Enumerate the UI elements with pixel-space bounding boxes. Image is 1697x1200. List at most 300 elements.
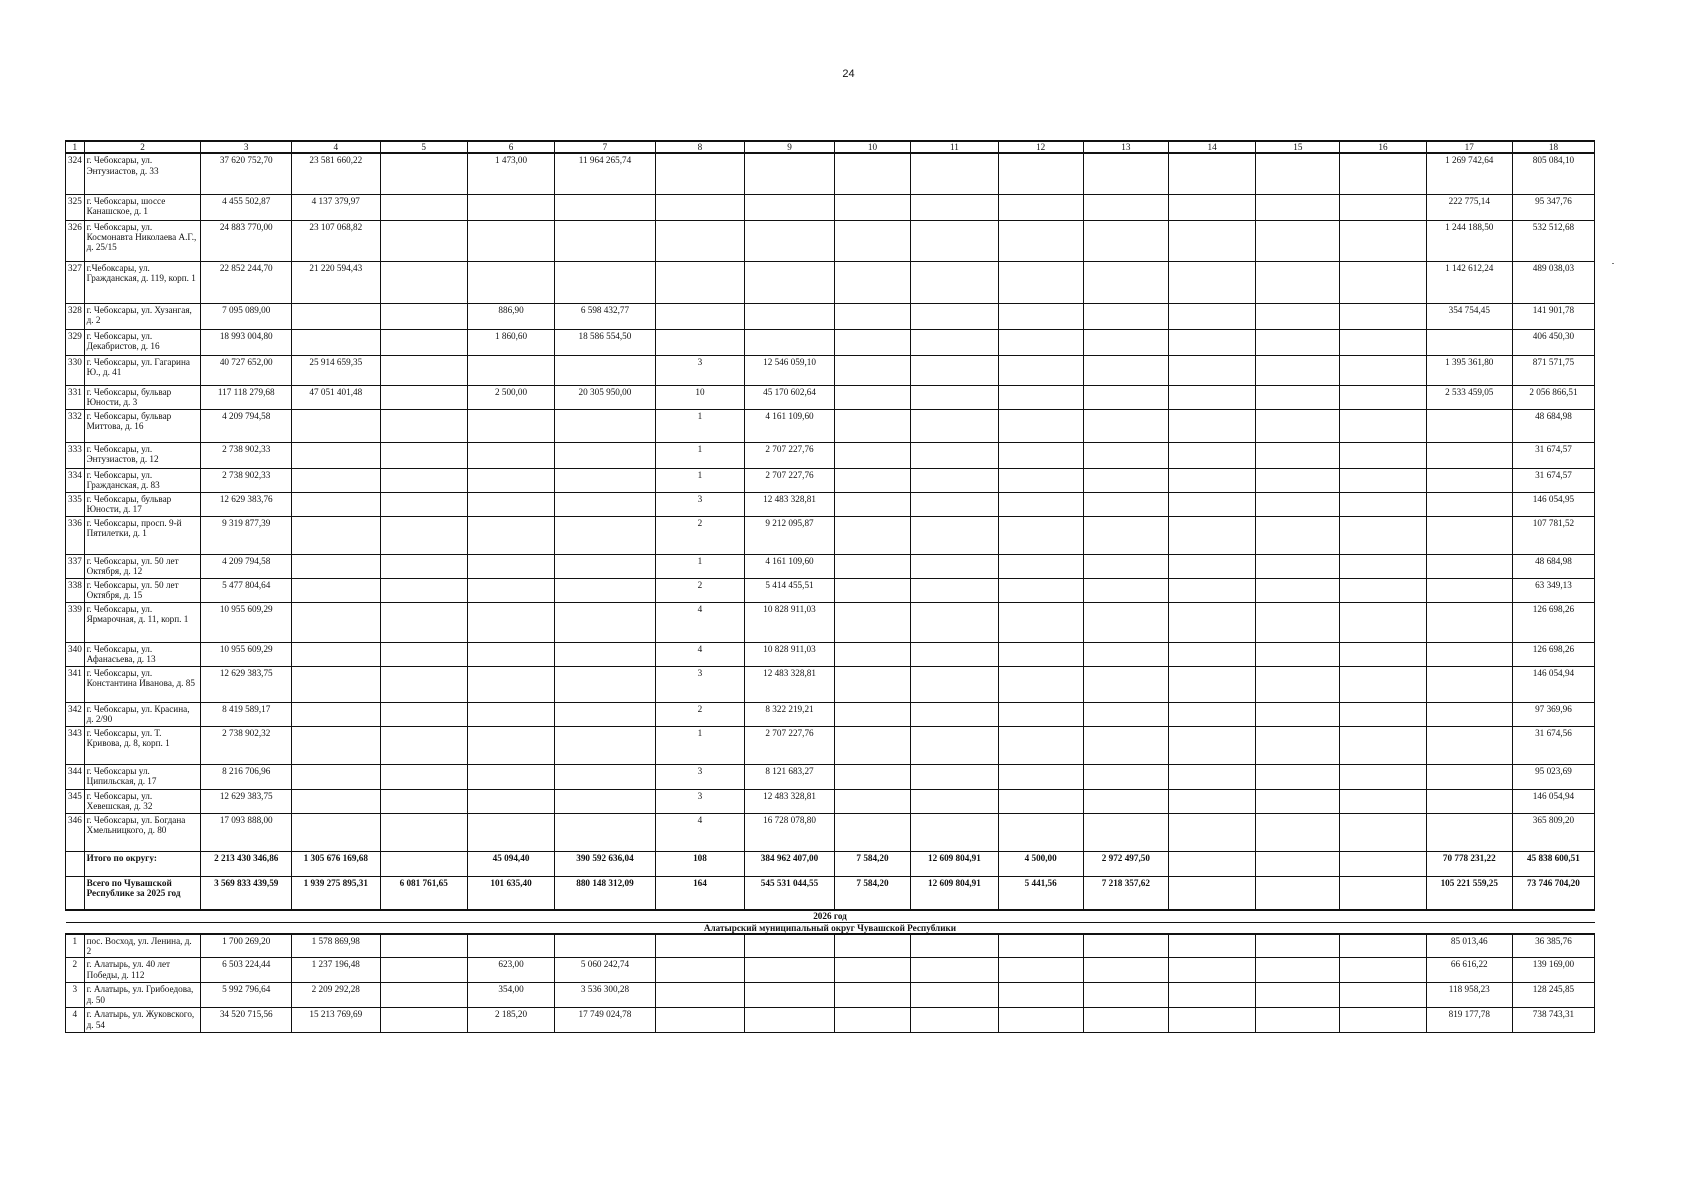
- address-cell: г. Чебоксары, бульвар Юности, д. 3: [84, 385, 201, 409]
- value-cell-col-14: [1168, 789, 1255, 813]
- value-cell-col-17: [1426, 329, 1512, 355]
- row-number: 324: [66, 153, 85, 194]
- value-cell-col-15: [1256, 1008, 1340, 1033]
- value-cell-col-12: [998, 329, 1083, 355]
- value-cell-col-3: 24 883 770,00: [201, 220, 292, 261]
- column-header-row: [66, 141, 1595, 153]
- value-cell-col-12: [998, 702, 1083, 726]
- value-cell-col-15: [1256, 726, 1340, 764]
- value-cell-col-16: [1340, 442, 1426, 468]
- value-cell-col-4: 1 578 869,98: [292, 934, 380, 958]
- value-cell-col-8: [655, 934, 745, 958]
- value-cell-col-12: [998, 516, 1083, 554]
- value-cell-col-10: [834, 554, 910, 578]
- value-cell-col-3: 117 118 279,68: [201, 385, 292, 409]
- value-cell-col-17: [1426, 468, 1512, 492]
- value-cell-col-3: 12 629 383,75: [201, 666, 292, 702]
- value-cell-col-11: [911, 261, 998, 303]
- row-number: 334: [66, 468, 85, 492]
- value-cell-col-4: [292, 789, 380, 813]
- value-cell-col-11: [911, 385, 998, 409]
- row-number: 332: [66, 409, 85, 442]
- value-cell-col-10: [834, 1008, 910, 1033]
- total-value-col-8: 164: [655, 876, 745, 910]
- column-header-14: 14: [1168, 141, 1255, 153]
- value-cell-col-7: [555, 492, 655, 516]
- address-cell: г. Чебоксары, ул. Афанасьева, д. 13: [84, 642, 201, 666]
- value-cell-col-7: 18 586 554,50: [555, 329, 655, 355]
- address-cell: г. Чебоксары, ул. Космонавта Николаева А.Г., д. 25/15: [84, 220, 201, 261]
- value-cell-col-8: 2: [655, 516, 745, 554]
- value-cell-col-14: [1168, 983, 1255, 1008]
- value-cell-col-15: [1256, 702, 1340, 726]
- value-cell-col-4: [292, 468, 380, 492]
- value-cell-col-17: [1426, 578, 1512, 602]
- value-cell-col-8: 1: [655, 468, 745, 492]
- table-row: [66, 958, 1595, 983]
- value-cell-col-4: 23 107 068,82: [292, 220, 380, 261]
- value-cell-col-14: [1168, 666, 1255, 702]
- table-row: [66, 303, 1595, 329]
- value-cell-col-8: 4: [655, 602, 745, 642]
- value-cell-col-15: [1256, 983, 1340, 1008]
- table-row: [66, 1008, 1595, 1033]
- value-cell-col-14: [1168, 958, 1255, 983]
- table-row: [66, 764, 1595, 789]
- value-cell-col-4: [292, 329, 380, 355]
- value-cell-col-11: [911, 602, 998, 642]
- address-cell: г. Чебоксары, ул. Энтузиастов, д. 12: [84, 442, 201, 468]
- value-cell-col-16: [1340, 578, 1426, 602]
- value-cell-col-14: [1168, 409, 1255, 442]
- value-cell-col-12: [998, 409, 1083, 442]
- value-cell-col-4: [292, 726, 380, 764]
- value-cell-col-15: [1256, 578, 1340, 602]
- value-cell-col-15: [1256, 602, 1340, 642]
- value-cell-col-14: [1168, 329, 1255, 355]
- value-cell-col-12: [998, 554, 1083, 578]
- value-cell-col-3: 18 993 004,80: [201, 329, 292, 355]
- table-row: [66, 516, 1595, 554]
- value-cell-col-14: [1168, 355, 1255, 385]
- address-cell: г. Чебоксары, ул. Ярмарочная, д. 11, корп. 1: [84, 602, 201, 642]
- value-cell-col-10: [834, 303, 910, 329]
- value-cell-col-5: [380, 220, 467, 261]
- value-cell-col-18: 95 023,69: [1512, 764, 1594, 789]
- value-cell-col-9: 16 728 078,80: [745, 813, 835, 851]
- total-value-col-16: [1340, 876, 1426, 910]
- table-row: [66, 813, 1595, 851]
- value-cell-col-5: [380, 983, 467, 1008]
- value-cell-col-9: 4 161 109,60: [745, 554, 835, 578]
- value-cell-col-5: [380, 789, 467, 813]
- value-cell-col-5: [380, 554, 467, 578]
- value-cell-col-9: 12 483 328,81: [745, 666, 835, 702]
- value-cell-col-11: [911, 153, 998, 194]
- table-row: [66, 355, 1595, 385]
- value-cell-col-17: 66 616,22: [1426, 958, 1512, 983]
- value-cell-col-11: [911, 516, 998, 554]
- value-cell-col-17: [1426, 702, 1512, 726]
- value-cell-col-11: [911, 813, 998, 851]
- value-cell-col-13: [1083, 789, 1168, 813]
- value-cell-col-4: [292, 813, 380, 851]
- value-cell-col-4: 1 237 196,48: [292, 958, 380, 983]
- page-number: 24: [842, 68, 855, 80]
- value-cell-col-17: [1426, 554, 1512, 578]
- value-cell-col-13: [1083, 329, 1168, 355]
- total-value-col-15: [1256, 851, 1340, 876]
- value-cell-col-14: [1168, 385, 1255, 409]
- value-cell-col-16: [1340, 468, 1426, 492]
- column-header-2: 2: [84, 141, 201, 153]
- address-cell: г. Чебоксары, просп. 9-й Пятилетки, д. 1: [84, 516, 201, 554]
- value-cell-col-16: [1340, 666, 1426, 702]
- value-cell-col-7: [555, 468, 655, 492]
- value-cell-col-3: 10 955 609,29: [201, 602, 292, 642]
- value-cell-col-15: [1256, 958, 1340, 983]
- table-row: [66, 642, 1595, 666]
- value-cell-col-7: [555, 934, 655, 958]
- value-cell-col-4: [292, 702, 380, 726]
- value-cell-col-6: [467, 726, 554, 764]
- value-cell-col-9: 45 170 602,64: [745, 385, 835, 409]
- table-row: [66, 385, 1595, 409]
- value-cell-col-17: 118 958,23: [1426, 983, 1512, 1008]
- value-cell-col-4: 25 914 659,35: [292, 355, 380, 385]
- value-cell-col-8: 2: [655, 578, 745, 602]
- value-cell-col-3: 5 992 796,64: [201, 983, 292, 1008]
- row-number: 336: [66, 516, 85, 554]
- value-cell-col-18: 146 054,94: [1512, 789, 1594, 813]
- value-cell-col-8: [655, 261, 745, 303]
- value-cell-col-3: 1 700 269,20: [201, 934, 292, 958]
- row-number: 338: [66, 578, 85, 602]
- value-cell-col-3: 8 216 706,96: [201, 764, 292, 789]
- value-cell-col-7: [555, 554, 655, 578]
- total-value-col-18: 73 746 704,20: [1512, 876, 1594, 910]
- value-cell-col-6: 354,00: [467, 983, 554, 1008]
- value-cell-col-7: 20 305 950,00: [555, 385, 655, 409]
- value-cell-col-18: 871 571,75: [1512, 355, 1594, 385]
- total-value-col-14: [1168, 876, 1255, 910]
- value-cell-col-8: [655, 983, 745, 1008]
- value-cell-col-14: [1168, 602, 1255, 642]
- value-cell-col-16: [1340, 702, 1426, 726]
- value-cell-col-11: [911, 764, 998, 789]
- address-cell: г. Чебоксары, ул. 50 лет Октября, д. 15: [84, 578, 201, 602]
- value-cell-col-7: [555, 813, 655, 851]
- value-cell-col-10: [834, 702, 910, 726]
- total-value-col-5: 6 081 761,65: [380, 876, 467, 910]
- table-row: [66, 666, 1595, 702]
- row-number: 341: [66, 666, 85, 702]
- value-cell-col-18: 48 684,98: [1512, 409, 1594, 442]
- value-cell-col-10: [834, 666, 910, 702]
- value-cell-col-11: [911, 983, 998, 1008]
- value-cell-col-18: 141 901,78: [1512, 303, 1594, 329]
- district-heading-row: [66, 922, 1595, 934]
- value-cell-col-3: 22 852 244,70: [201, 261, 292, 303]
- column-header-1: 1: [66, 141, 85, 153]
- value-cell-col-8: 10: [655, 385, 745, 409]
- value-cell-col-10: [834, 153, 910, 194]
- scan-mark: [1612, 263, 1614, 264]
- value-cell-col-6: 623,00: [467, 958, 554, 983]
- value-cell-col-13: [1083, 261, 1168, 303]
- value-cell-col-18: 31 674,56: [1512, 726, 1594, 764]
- row-number: 343: [66, 726, 85, 764]
- value-cell-col-4: 4 137 379,97: [292, 194, 380, 220]
- value-cell-col-8: 1: [655, 726, 745, 764]
- value-cell-col-5: [380, 1008, 467, 1033]
- value-cell-col-5: [380, 355, 467, 385]
- value-cell-col-12: [998, 194, 1083, 220]
- value-cell-col-5: [380, 516, 467, 554]
- value-cell-col-3: 34 520 715,56: [201, 1008, 292, 1033]
- value-cell-col-18: 107 781,52: [1512, 516, 1594, 554]
- value-cell-col-6: [467, 789, 554, 813]
- value-cell-col-18: 128 245,85: [1512, 983, 1594, 1008]
- address-cell: г. Чебоксары, ул. Т. Кривова, д. 8, корп. 1: [84, 726, 201, 764]
- value-cell-col-10: [834, 789, 910, 813]
- value-cell-col-4: 23 581 660,22: [292, 153, 380, 194]
- row-number: 2: [66, 958, 85, 983]
- table-row: [66, 442, 1595, 468]
- value-cell-col-14: [1168, 492, 1255, 516]
- value-cell-col-15: [1256, 764, 1340, 789]
- value-cell-col-13: [1083, 934, 1168, 958]
- row-number: 1: [66, 934, 85, 958]
- value-cell-col-12: [998, 1008, 1083, 1033]
- value-cell-col-7: [555, 726, 655, 764]
- value-cell-col-3: 40 727 652,00: [201, 355, 292, 385]
- value-cell-col-8: 1: [655, 554, 745, 578]
- value-cell-col-16: [1340, 813, 1426, 851]
- value-cell-col-10: [834, 329, 910, 355]
- row-number: 340: [66, 642, 85, 666]
- value-cell-col-17: [1426, 492, 1512, 516]
- value-cell-col-7: [555, 194, 655, 220]
- value-cell-col-5: [380, 468, 467, 492]
- value-cell-col-12: [998, 813, 1083, 851]
- value-cell-col-12: [998, 220, 1083, 261]
- table-body: [66, 141, 1595, 1033]
- total-value-col-10: 7 584,20: [834, 876, 910, 910]
- value-cell-col-16: [1340, 303, 1426, 329]
- total-row: [66, 851, 1595, 876]
- value-cell-col-16: [1340, 153, 1426, 194]
- value-cell-col-11: [911, 726, 998, 764]
- value-cell-col-8: 4: [655, 642, 745, 666]
- row-number: 337: [66, 554, 85, 578]
- value-cell-col-6: [467, 194, 554, 220]
- value-cell-col-13: [1083, 602, 1168, 642]
- value-cell-col-18: 146 054,94: [1512, 666, 1594, 702]
- value-cell-col-9: 2 707 227,76: [745, 468, 835, 492]
- value-cell-col-3: 8 419 589,17: [201, 702, 292, 726]
- value-cell-col-6: [467, 468, 554, 492]
- value-cell-col-12: [998, 602, 1083, 642]
- column-header-8: 8: [655, 141, 745, 153]
- row-number: 325: [66, 194, 85, 220]
- value-cell-col-5: [380, 329, 467, 355]
- value-cell-col-5: [380, 442, 467, 468]
- value-cell-col-5: [380, 578, 467, 602]
- value-cell-col-18: 95 347,76: [1512, 194, 1594, 220]
- value-cell-col-14: [1168, 442, 1255, 468]
- value-cell-col-13: [1083, 666, 1168, 702]
- value-cell-col-11: [911, 220, 998, 261]
- value-cell-col-18: 126 698,26: [1512, 642, 1594, 666]
- value-cell-col-7: 6 598 432,77: [555, 303, 655, 329]
- value-cell-col-10: [834, 355, 910, 385]
- address-cell: г. Чебоксары, ул. Декабристов, д. 16: [84, 329, 201, 355]
- table-row: [66, 261, 1595, 303]
- column-header-18: 18: [1512, 141, 1594, 153]
- value-cell-col-5: [380, 303, 467, 329]
- value-cell-col-16: [1340, 385, 1426, 409]
- value-cell-col-6: [467, 702, 554, 726]
- value-cell-col-11: [911, 355, 998, 385]
- value-cell-col-10: [834, 726, 910, 764]
- value-cell-col-8: 4: [655, 813, 745, 851]
- total-value-col-17: 70 778 231,22: [1426, 851, 1512, 876]
- row-number: 339: [66, 602, 85, 642]
- value-cell-col-13: [1083, 554, 1168, 578]
- value-cell-col-6: [467, 666, 554, 702]
- value-cell-col-9: 8 121 683,27: [745, 764, 835, 789]
- value-cell-col-17: [1426, 789, 1512, 813]
- table-row: [66, 554, 1595, 578]
- value-cell-col-6: [467, 642, 554, 666]
- value-cell-col-12: [998, 934, 1083, 958]
- value-cell-col-12: [998, 355, 1083, 385]
- value-cell-col-13: [1083, 702, 1168, 726]
- value-cell-col-15: [1256, 789, 1340, 813]
- value-cell-col-16: [1340, 789, 1426, 813]
- value-cell-col-15: [1256, 385, 1340, 409]
- value-cell-col-6: [467, 492, 554, 516]
- total-value-col-8: 108: [655, 851, 745, 876]
- value-cell-col-10: [834, 764, 910, 789]
- address-cell: г. Алатырь, ул. Жуковского, д. 54: [84, 1008, 201, 1033]
- value-cell-col-7: [555, 578, 655, 602]
- value-cell-col-4: [292, 602, 380, 642]
- value-cell-col-18: 48 684,98: [1512, 554, 1594, 578]
- table-row: [66, 934, 1595, 958]
- address-cell: пос. Восход, ул. Ленина, д. 2: [84, 934, 201, 958]
- value-cell-col-14: [1168, 1008, 1255, 1033]
- value-cell-col-15: [1256, 666, 1340, 702]
- total-value-col-6: 45 094,40: [467, 851, 554, 876]
- row-number: 4: [66, 1008, 85, 1033]
- value-cell-col-4: [292, 764, 380, 789]
- value-cell-col-8: 3: [655, 789, 745, 813]
- value-cell-col-12: [998, 442, 1083, 468]
- value-cell-col-17: [1426, 813, 1512, 851]
- value-cell-col-15: [1256, 194, 1340, 220]
- value-cell-col-9: 2 707 227,76: [745, 726, 835, 764]
- total-value-col-17: 105 221 559,25: [1426, 876, 1512, 910]
- value-cell-col-11: [911, 303, 998, 329]
- address-cell: г. Чебоксары, ул. Богдана Хмельницкого, д. 80: [84, 813, 201, 851]
- value-cell-col-7: [555, 516, 655, 554]
- value-cell-col-12: [998, 642, 1083, 666]
- row-number: 327: [66, 261, 85, 303]
- value-cell-col-11: [911, 468, 998, 492]
- value-cell-col-5: [380, 934, 467, 958]
- value-cell-col-7: [555, 220, 655, 261]
- value-cell-col-11: [911, 578, 998, 602]
- table-row: [66, 492, 1595, 516]
- value-cell-col-7: [555, 702, 655, 726]
- value-cell-col-15: [1256, 355, 1340, 385]
- value-cell-col-12: [998, 492, 1083, 516]
- value-cell-col-3: 2 738 902,33: [201, 442, 292, 468]
- value-cell-col-7: 11 964 265,74: [555, 153, 655, 194]
- value-cell-col-10: [834, 958, 910, 983]
- value-cell-col-9: [745, 934, 835, 958]
- value-cell-col-10: [834, 261, 910, 303]
- value-cell-col-15: [1256, 813, 1340, 851]
- value-cell-col-17: [1426, 516, 1512, 554]
- value-cell-col-7: [555, 261, 655, 303]
- value-cell-col-13: [1083, 642, 1168, 666]
- value-cell-col-17: [1426, 442, 1512, 468]
- row-number: 342: [66, 702, 85, 726]
- value-cell-col-15: [1256, 516, 1340, 554]
- value-cell-col-16: [1340, 409, 1426, 442]
- value-cell-col-6: [467, 813, 554, 851]
- value-cell-col-11: [911, 442, 998, 468]
- value-cell-col-14: [1168, 194, 1255, 220]
- value-cell-col-14: [1168, 726, 1255, 764]
- value-cell-col-6: 1 473,00: [467, 153, 554, 194]
- value-cell-col-11: [911, 666, 998, 702]
- table-row: [66, 329, 1595, 355]
- value-cell-col-12: [998, 468, 1083, 492]
- address-cell: г. Алатырь, ул. 40 лет Победы, д. 112: [84, 958, 201, 983]
- value-cell-col-8: 1: [655, 409, 745, 442]
- column-header-12: 12: [998, 141, 1083, 153]
- row-number: 331: [66, 385, 85, 409]
- value-cell-col-13: [1083, 726, 1168, 764]
- value-cell-col-4: [292, 492, 380, 516]
- value-cell-col-9: [745, 261, 835, 303]
- value-cell-col-10: [834, 934, 910, 958]
- value-cell-col-8: 2: [655, 702, 745, 726]
- value-cell-col-15: [1256, 642, 1340, 666]
- address-cell: г. Чебоксары, ул. Гагарина Ю., д. 41: [84, 355, 201, 385]
- value-cell-col-14: [1168, 578, 1255, 602]
- value-cell-col-13: [1083, 468, 1168, 492]
- value-cell-col-5: [380, 642, 467, 666]
- value-cell-col-16: [1340, 642, 1426, 666]
- value-cell-col-10: [834, 578, 910, 602]
- value-cell-col-13: [1083, 578, 1168, 602]
- value-cell-col-13: [1083, 764, 1168, 789]
- value-cell-col-3: 12 629 383,76: [201, 492, 292, 516]
- value-cell-col-9: [745, 329, 835, 355]
- value-cell-col-9: [745, 153, 835, 194]
- value-cell-col-10: [834, 516, 910, 554]
- value-cell-col-4: [292, 642, 380, 666]
- value-cell-col-18: 31 674,57: [1512, 442, 1594, 468]
- value-cell-col-3: 5 477 804,64: [201, 578, 292, 602]
- value-cell-col-17: [1426, 666, 1512, 702]
- value-cell-col-8: [655, 1008, 745, 1033]
